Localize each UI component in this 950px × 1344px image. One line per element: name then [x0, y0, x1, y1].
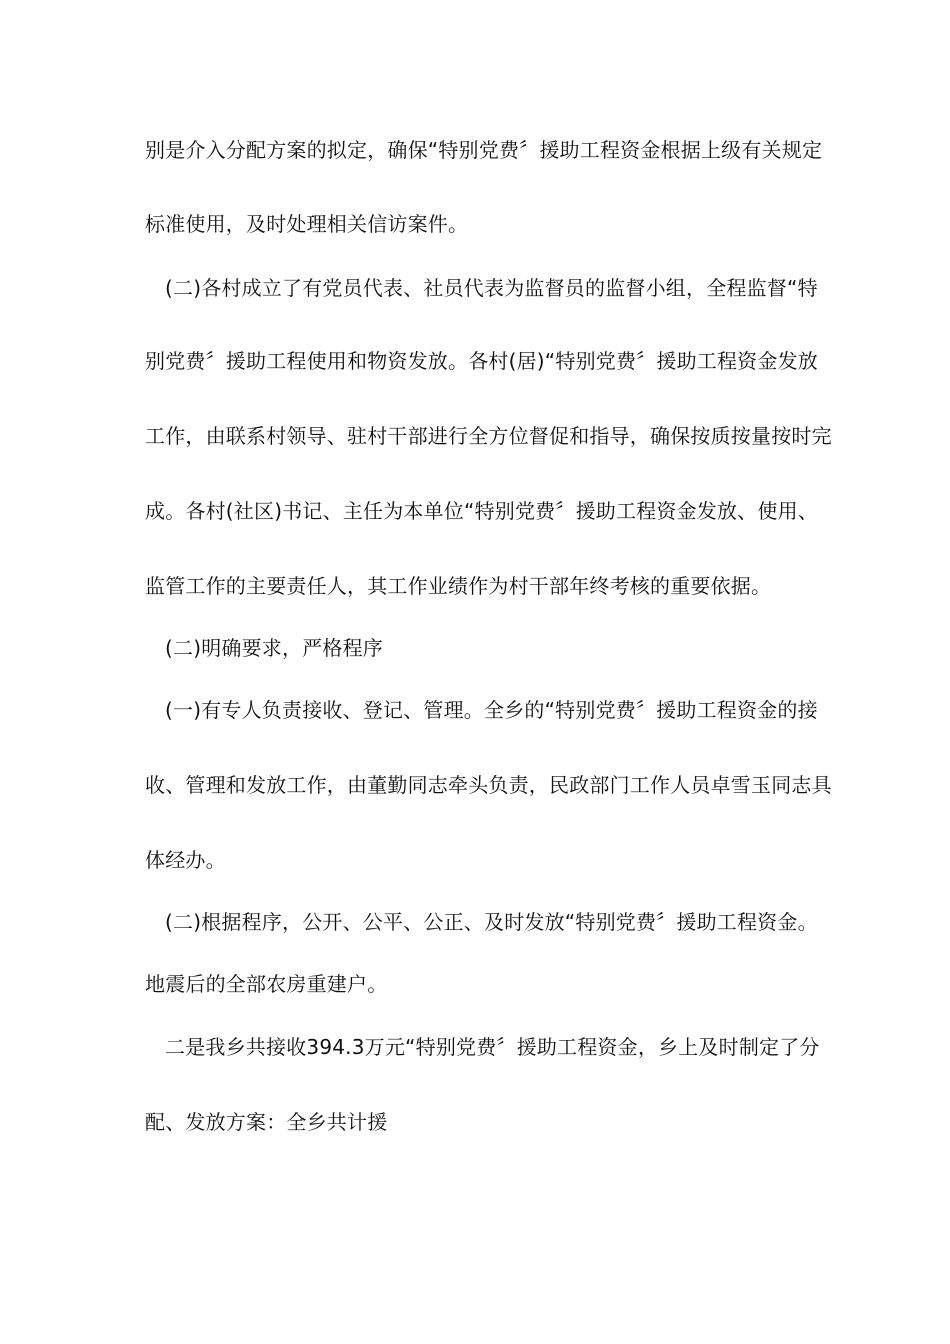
text-line-7: 监管工作的主要责任人，其工作业绩作为村干部年终考核的重要依据。: [145, 574, 772, 598]
text-line-2: 标准使用，及时处理相关信访案件。: [145, 212, 469, 236]
text-line-14: 二是我乡共接收394.3万元“特别党费〞援助工程资金，乡上及时制定了分: [165, 1035, 820, 1059]
text-line-5: 工作，由联系村领导、驻村干部进行全方位督促和指导，确保按质按量按时完: [145, 424, 832, 448]
text-line-6: 成。各村(社区)书记、主任为本单位“特别党费〞援助工程资金发放、使用、: [145, 499, 818, 523]
text-line-15: 配、发放方案：全乡共计援: [145, 1110, 388, 1134]
section-heading: (二)明确要求，严格程序: [165, 636, 384, 660]
text-line-9: (一)有专人负责接收、登记、管理。全乡的“特别党费〞援助工程资金的接: [165, 698, 818, 722]
text-line-13: 地震后的全部农房重建户。: [145, 972, 388, 996]
text-line-12: (二)根据程序，公开、公平、公正、及时发放“特别党费〞援助工程资金。: [165, 910, 818, 934]
text-line-11: 体经办。: [145, 848, 226, 872]
text-line-3: (二)各村成立了有党员代表、社员代表为监督员的监督小组，全程监督“特: [165, 276, 818, 300]
text-line-1: 别是介入分配方案的拟定，确保“特别党费〞援助工程资金根据上级有关规定: [145, 138, 823, 162]
text-line-10: 收、管理和发放工作，由董勤同志牵头负责，民政部门工作人员卓雪玉同志具: [145, 773, 832, 797]
text-line-4: 别党费〞援助工程使用和物资发放。各村(居)“特别党费〞援助工程资金发放: [145, 349, 818, 373]
